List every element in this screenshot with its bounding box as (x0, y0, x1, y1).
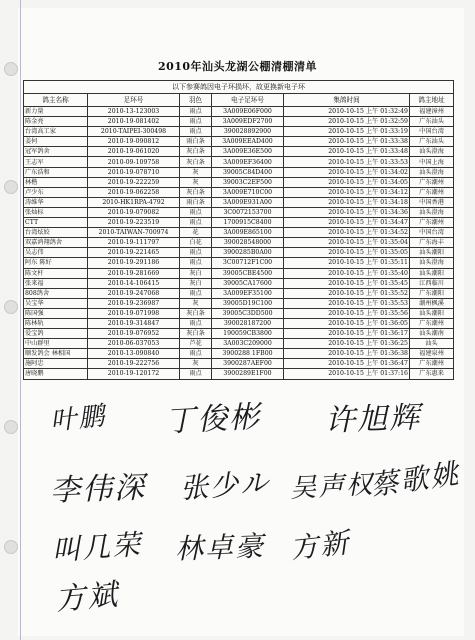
table-row (24, 329, 454, 339)
table-row (24, 298, 454, 308)
chip-number-cell: 3A009EF35100 (212, 288, 284, 298)
ring-number-cell: 2010-19-061020 (88, 147, 180, 157)
time-cell: 2010-10-15 上午 01:34:12 (284, 187, 410, 197)
address-cell: 广东潮州 (410, 359, 454, 369)
owner-cell: 林楷 (24, 177, 88, 187)
column-header-color: 羽色 (180, 94, 212, 107)
time-cell: 2010-10-15 上午 01:35:05 (284, 248, 410, 258)
table-row (24, 207, 454, 217)
owner-cell: CTT (24, 218, 88, 228)
table-row (24, 197, 454, 207)
address-cell: 广东汕头 (410, 137, 454, 147)
time-cell: 2010-10-15 上午 01:36:05 (284, 318, 410, 328)
handwritten-signature: 林卓豪 (174, 529, 266, 566)
address-cell: 汕头潮阳 (410, 308, 454, 318)
chip-number-cell: 3A009E06F000 (212, 107, 284, 117)
chip-number-cell: 3900289E1F00 (212, 369, 284, 379)
ring-number-cell: 2010-19-090812 (88, 137, 180, 147)
owner-cell: 双嘉鸿翔鸽舍 (24, 238, 88, 248)
handwritten-signature: 丁俊彬 (164, 399, 263, 440)
owner-cell: 施阿忠 (24, 359, 88, 369)
owner-cell: 王志军 (24, 157, 88, 167)
time-cell: 2010-10-15 上午 01:37:16 (284, 369, 410, 379)
time-cell: 2010-10-15 上午 01:32:59 (284, 117, 410, 127)
time-cell: 2010-10-15 上午 01:33:53 (284, 157, 410, 167)
address-cell: 汕头澄海 (410, 207, 454, 217)
chip-number-cell: 3A009EEAD400 (212, 137, 284, 147)
color-cell: 雨点 (180, 318, 212, 328)
table-row (24, 349, 454, 359)
color-cell: 灰白 (180, 278, 212, 288)
ring-number-cell: 2010-TAIPEI-300498 (88, 127, 180, 137)
punch-hole (4, 180, 18, 194)
table-note-row (24, 81, 454, 94)
address-cell: 汕头潮阳 (410, 268, 454, 278)
document-title: 2010年汕头龙湖公棚清棚清单 (157, 60, 318, 73)
address-cell: 中国台湾 (410, 127, 454, 137)
chip-number-cell: 3C00712F1C00 (212, 258, 284, 268)
chip-number-cell: 190059CB3800 (212, 329, 284, 339)
address-cell: 广东汕头 (410, 117, 454, 127)
time-cell: 2010-10-15 上午 01:33:19 (284, 127, 410, 137)
column-header-owner: 鸽主名称 (24, 94, 88, 107)
table-row (24, 107, 454, 117)
color-cell: 花 (180, 228, 212, 238)
address-cell: 广东潮阳 (410, 288, 454, 298)
color-cell: 灰白条 (180, 329, 212, 339)
color-cell: 雨点 (180, 107, 212, 117)
chip-number-cell: 39005CBE4500 (212, 268, 284, 278)
address-cell: 中国上海 (410, 157, 454, 167)
color-cell: 灰白条 (180, 157, 212, 167)
owner-cell: 陈林轨 (24, 318, 88, 328)
owner-cell: 陈金亮 (24, 117, 88, 127)
chip-number-cell: 390028187200 (212, 318, 284, 328)
time-cell: 2010-10-15 上午 01:32:49 (284, 107, 410, 117)
ring-number-cell: 2010-19-223519 (88, 218, 180, 228)
time-cell: 2010-10-15 上午 01:36:47 (284, 359, 410, 369)
owner-cell: 阿东 陈好 (24, 258, 88, 268)
time-cell: 2010-10-15 上午 01:36:17 (284, 329, 410, 339)
time-cell: 2010-10-15 上午 01:36:38 (284, 349, 410, 359)
chip-number-cell: 390028548000 (212, 238, 284, 248)
ring-number-cell: 2010-TAIWAN-700974 (88, 228, 180, 238)
ring-number-cell: 2010-19-291186 (88, 258, 180, 268)
chip-number-cell: 3A009E931A00 (212, 197, 284, 207)
address-cell: 广东惠来 (410, 369, 454, 379)
color-cell: 灰 (180, 359, 212, 369)
time-cell: 2010-10-15 上午 01:34:02 (284, 167, 410, 177)
time-cell: 2010-10-15 上午 01:34:18 (284, 197, 410, 207)
time-cell: 2010-10-15 上午 01:33:48 (284, 147, 410, 157)
table-row (24, 127, 454, 137)
table-row (24, 147, 454, 157)
handwritten-signature: 李伟深 (49, 470, 147, 509)
table-row (24, 288, 454, 298)
chip-number-cell: 1700915C8400 (212, 218, 284, 228)
chip-number-cell: 39005CA17600 (212, 278, 284, 288)
color-cell: 雨点 (180, 369, 212, 379)
ring-number-cell: 2010-19-222259 (88, 177, 180, 187)
color-cell: 灰 (180, 298, 212, 308)
table-row (24, 369, 454, 379)
time-cell: 2010-10-15 上午 01:35:04 (284, 238, 410, 248)
owner-cell: 张灿标 (24, 207, 88, 217)
color-cell: 白花 (180, 238, 212, 248)
ring-number-cell: 2010-19-247068 (88, 288, 180, 298)
ring-number-cell: 2010-19-076952 (88, 329, 180, 339)
owner-cell: 808鸽舍 (24, 288, 88, 298)
owner-cell: 涛维华 (24, 197, 88, 207)
address-cell: 广东海丰 (410, 238, 454, 248)
owner-cell: 冠军鸽舍 (24, 147, 88, 157)
chip-number-cell: 3A009E36E500 (212, 147, 284, 157)
chip-number-cell: 39005C84D400 (212, 167, 284, 177)
owner-cell: 陈国强 (24, 308, 88, 318)
ring-number-cell: 2010-06-037053 (88, 339, 180, 349)
owner-cell: 张来福 (24, 278, 88, 288)
color-cell: 灰白条 (180, 308, 212, 318)
column-header-chip: 电子足环号 (212, 94, 284, 107)
chip-number-cell: 3900287AEF00 (212, 359, 284, 369)
time-cell: 2010-10-15 上午 01:34:05 (284, 177, 410, 187)
handwritten-signature: 方新 (288, 525, 352, 566)
owner-cell: 吴志伟 (24, 248, 88, 258)
color-cell: 雨点 (180, 207, 212, 217)
ring-number-cell: 2010-19-314847 (88, 318, 180, 328)
table-note: 以下参赛鸽因电子环损坏，故更换新电子环 (24, 81, 454, 94)
table-row (24, 117, 454, 127)
color-cell: 雨点 (180, 288, 212, 298)
handwritten-signature: 蔡歌姚 (368, 456, 463, 503)
table-row (24, 278, 454, 288)
column-header-ring: 足环号 (88, 94, 180, 107)
table-row (24, 218, 454, 228)
ring-number-cell: 2010-19-078710 (88, 167, 180, 177)
table-row (24, 187, 454, 197)
time-cell: 2010-10-15 上午 01:35:56 (284, 308, 410, 318)
address-cell: 福建漳州 (410, 107, 454, 117)
time-cell: 2010-10-15 上午 01:34:36 (284, 207, 410, 217)
color-cell: 雨点 (180, 248, 212, 258)
punch-hole (4, 300, 18, 314)
owner-cell: 台湾高工家 (24, 127, 88, 137)
ring-number-cell: 2010-13-090840 (88, 349, 180, 359)
time-cell: 2010-10-15 上午 01:35:40 (284, 268, 410, 278)
chip-number-cell: 3900285B0A00 (212, 248, 284, 258)
chip-number-cell: 39005C3DD500 (212, 308, 284, 318)
time-cell: 2010-10-15 上午 01:35:52 (284, 288, 410, 298)
ring-number-cell: 2010-09-109758 (88, 157, 180, 167)
address-cell: 江西临川 (410, 278, 454, 288)
ring-number-cell: 2010-19-236987 (88, 298, 180, 308)
color-cell: 雨白条 (180, 137, 212, 147)
time-cell: 2010-10-15 上午 01:35:45 (284, 278, 410, 288)
ring-number-cell: 2010-19-081402 (88, 117, 180, 127)
color-cell: 灰白 (180, 268, 212, 278)
punch-hole (4, 540, 18, 554)
table-header-row (24, 94, 454, 107)
color-cell: 雨点 (180, 349, 212, 359)
chip-number-cell: 3900288 1FB00 (212, 349, 284, 359)
table-row (24, 268, 454, 278)
table-row (24, 359, 454, 369)
color-cell: 灰白条 (180, 147, 212, 157)
address-cell: 汕头潮阳 (410, 248, 454, 258)
color-cell: 雨点 (180, 218, 212, 228)
owner-cell: 唐晓鹏 (24, 369, 88, 379)
punch-hole (4, 420, 18, 434)
table-row (24, 167, 454, 177)
chip-number-cell: 390028892900 (212, 127, 284, 137)
chip-number-cell: 3A009E710C00 (212, 187, 284, 197)
table-row (24, 238, 454, 248)
table-row (24, 339, 454, 349)
address-cell: 汕头澄海 (410, 167, 454, 177)
ring-number-cell: 2010-19-111797 (88, 238, 180, 248)
table-row (24, 258, 454, 268)
ring-number-cell: 2010-13-123003 (88, 107, 180, 117)
color-cell: 雨点 (180, 258, 212, 268)
color-cell: 灰 (180, 177, 212, 187)
table-row (24, 137, 454, 147)
table-row (24, 157, 454, 167)
table-body (24, 107, 454, 380)
table-row (24, 318, 454, 328)
address-cell: 中国香港 (410, 197, 454, 207)
color-cell: 雨白条 (180, 197, 212, 207)
owner-cell: 广东浩和 (24, 167, 88, 177)
chip-number-cell: 3A009E865100 (212, 228, 284, 238)
owner-cell: 陈文杆 (24, 268, 88, 278)
handwritten-signature: 叫几荣 (51, 527, 144, 568)
ring-number-cell: 2010-19-062258 (88, 187, 180, 197)
color-cell: 雨点 (180, 127, 212, 137)
handwritten-signature: 叶鹏 (48, 401, 108, 437)
owner-cell: 顺发鸽会 林相国 (24, 349, 88, 359)
table-row (24, 177, 454, 187)
address-cell: 福建泉州 (410, 349, 454, 359)
owner-cell: 中山群里 (24, 339, 88, 349)
owner-cell: 新力量 (24, 107, 88, 117)
ring-number-cell: 2010-19-221465 (88, 248, 180, 258)
chip-number-cell: 3A009EDF2700 (212, 117, 284, 127)
owner-cell: 吴宝华 (24, 298, 88, 308)
address-cell: 广东潮州 (410, 187, 454, 197)
address-cell: 汕头澄海 (410, 147, 454, 157)
address-cell: 广东潮州 (410, 218, 454, 228)
table-row (24, 228, 454, 238)
time-cell: 2010-10-15 上午 01:36:25 (284, 339, 410, 349)
ring-number-cell: 2010-19-071998 (88, 308, 180, 318)
pigeon-table (23, 80, 454, 380)
handwritten-signature: 吴声权 (289, 469, 375, 505)
column-header-time: 集鸽时间 (284, 94, 410, 107)
chip-number-cell: 3C0072153700 (212, 207, 284, 217)
owner-cell: 爱宝鸽 (24, 329, 88, 339)
time-cell: 2010-10-15 上午 01:34:52 (284, 228, 410, 238)
address-cell: 汕头澄海 (410, 258, 454, 268)
owner-cell: 卢少东 (24, 187, 88, 197)
margin-line (20, 0, 21, 640)
ring-number-cell: 2010-19-222756 (88, 359, 180, 369)
color-cell: 雨点 (180, 117, 212, 127)
handwritten-signature: 方斌 (53, 577, 121, 618)
owner-cell: 姜何 (24, 137, 88, 147)
chip-number-cell: 3A009EF36400 (212, 157, 284, 167)
ring-number-cell: 2010-HK1RPA-4792 (88, 197, 180, 207)
address-cell: 潮州枫溪 (410, 298, 454, 308)
table-row (24, 308, 454, 318)
color-cell: 芦花 (180, 339, 212, 349)
time-cell: 2010-10-15 上午 01:35:53 (284, 298, 410, 308)
handwritten-signature: 张少ル (179, 465, 272, 506)
address-cell: 中国台湾 (410, 228, 454, 238)
ring-number-cell: 2010-19-120172 (88, 369, 180, 379)
column-header-address: 鸽主地址 (410, 94, 454, 107)
chip-number-cell: 3A003C209000 (212, 339, 284, 349)
chip-number-cell: 39003C2EF500 (212, 177, 284, 187)
address-cell: 汕头 (410, 339, 454, 349)
ring-number-cell: 2010-14-106415 (88, 278, 180, 288)
time-cell: 2010-10-15 上午 01:35:11 (284, 258, 410, 268)
address-cell: 广东潮州 (410, 318, 454, 328)
color-cell: 灰白条 (180, 187, 212, 197)
signature-area (40, 386, 463, 618)
time-cell: 2010-10-15 上午 01:33:38 (284, 137, 410, 147)
address-cell: 广东潮州 (410, 177, 454, 187)
color-cell: 灰 (180, 167, 212, 177)
table-row (24, 248, 454, 258)
owner-cell: 台湾炫姣 (24, 228, 88, 238)
address-cell: 汕头潮南 (410, 329, 454, 339)
chip-number-cell: 39005D19C100 (212, 298, 284, 308)
time-cell: 2010-10-15 上午 01:34:47 (284, 218, 410, 228)
ring-number-cell: 2010-19-079082 (88, 207, 180, 217)
ring-number-cell: 2010-19-281669 (88, 268, 180, 278)
handwritten-signature: 许旭辉 (324, 400, 422, 439)
